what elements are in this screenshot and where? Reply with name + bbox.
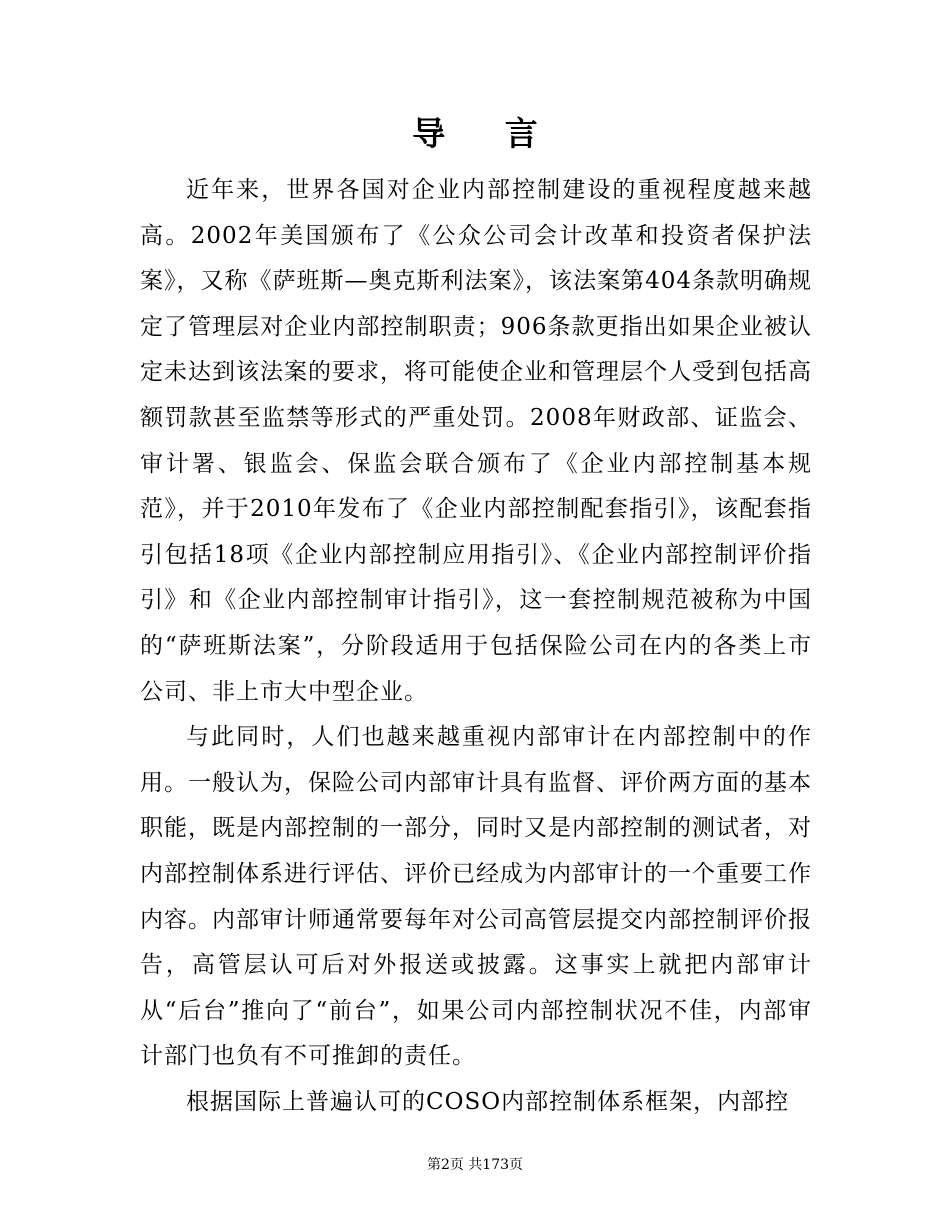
page-title: 导 言	[412, 114, 562, 153]
paragraph-1: 近年来，世界各国对企业内部控制建设的重视程度越来越高。2002年美国颁布了《公众公司会计改革和投资者保护法案》，又称《萨班斯—奥克斯利法案》，该法案第404条款明确规定了管理层对企业内部控制职责；906条款更指出如果企业被认定未达到该法案的要求，将可能使企业和管理层个人受到包括高额罚款甚至监禁等形式的严重处罚。2008年财政部、证监会、审计署、银监会、保监会联合颁布了《企业内部控制基本规范》，并于2010年发布了《企业内部控制配套指引》，该配套指引包括18项《企业内部控制应用指引》、《企业内部控制评价指引》和《企业内部控制审计指引》，这一套控制规范被称为中国的“萨班斯法案”，分阶段适用于包括保险公司在内的各类上市公司、非上市大中型企业。	[140, 177, 812, 705]
page-number-footer: 第2页 共173页	[426, 1157, 524, 1173]
paragraph-3: 根据国际上普遍认可的COSO内部控制体系框架，内部控	[186, 1088, 790, 1115]
paragraph-2: 与此同时，人们也越来越重视内部审计在内部控制中的作用。一般认为，保险公司内部审计具有监督、评价两方面的基本职能，既是内部控制的一部分，同时又是内部控制的测试者，对内部控制体系进行评估、评价已经成为内部审计的一个重要工作内容。内部审计师通常要每年对公司高管层提交内部控制评价报告，高管层认可后对外报送或披露。这事实上就把内部审计从“后台”推向了“前台”，如果公司内部控制状况不佳，内部审计部门也负有不可推卸的责任。	[140, 724, 812, 1070]
body-text	[140, 168, 812, 1125]
